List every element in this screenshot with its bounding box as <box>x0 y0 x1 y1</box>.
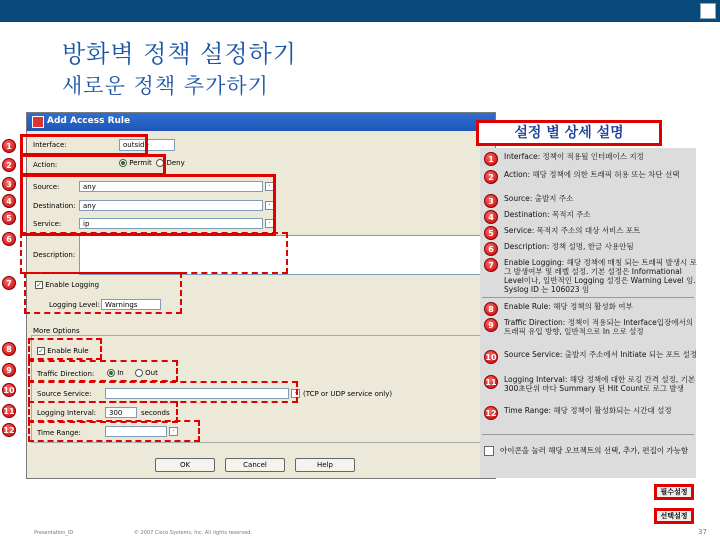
list-item <box>484 375 696 405</box>
highlight-logging <box>24 272 182 314</box>
list-item <box>484 350 696 372</box>
badge-7: 7 <box>2 276 16 290</box>
badge-1: 1 <box>2 139 16 153</box>
icon-note: 아이콘을 눌러 해당 오브젝트의 선택, 추가, 편집이 가능함 <box>500 446 689 455</box>
badge-11: 11 <box>2 404 16 418</box>
service-label: Service: <box>33 220 62 228</box>
browse-icon <box>484 446 494 456</box>
list-item <box>484 242 696 256</box>
direction-in-label: In <box>117 369 124 377</box>
badge-3: 3 <box>2 177 16 191</box>
action-label: Action: <box>33 161 58 169</box>
top-bar <box>0 0 720 22</box>
source-label: Source: <box>33 183 60 191</box>
item-badge: 6 <box>484 242 498 256</box>
item-badge: 7 <box>484 258 498 272</box>
optional-setting-legend: 선택설정 <box>654 508 694 524</box>
divider <box>482 434 694 435</box>
source-service-hint: (TCP or UDP service only) <box>303 390 393 398</box>
direction-out-label: Out <box>145 369 158 377</box>
item-badge: 12 <box>484 406 498 420</box>
description-label: Description: <box>33 251 76 259</box>
time-range-browse-button[interactable]: · <box>169 427 178 436</box>
item-text: Source Service: 출발지 주소에서 Initiate 되는 포트 설정 <box>504 350 698 359</box>
item-badge: 3 <box>484 194 498 208</box>
destination-browse-button[interactable]: · <box>265 201 274 210</box>
help-button[interactable]: Help <box>295 458 355 472</box>
list-item <box>484 318 696 348</box>
list-item <box>484 302 696 316</box>
footer-page-number: 37 <box>698 528 707 536</box>
source-service-browse-button[interactable]: · <box>291 389 300 398</box>
item-text: Enable Logging: 해당 정책에 매칭 되는 트래픽 발생시 로그 발생여부 및 레벨 설정. 기본 설정은 Informational Level이나, 일반적인 Logging 설정은 Warning Level 임. Syslog ID 는 106023 임 <box>504 258 697 294</box>
interface-label: Interface: <box>33 141 67 149</box>
item-text: Traffic Direction: 정책이 적용되는 Interface입장에서의 트래픽 유입 방향, 일반적으로 In 으로 설정 <box>504 318 693 336</box>
cancel-button[interactable]: Cancel <box>225 458 285 472</box>
item-text: Source: 출발지 주소 <box>504 194 574 203</box>
highlight-source-service <box>28 381 298 403</box>
badge-5: 5 <box>2 211 16 225</box>
source-input[interactable]: any <box>79 181 263 192</box>
logo-icon <box>700 3 716 19</box>
badge-8: 8 <box>2 342 16 356</box>
highlight-description <box>20 232 288 274</box>
panel-heading: 설정 별 상세 설명 <box>476 120 662 146</box>
list-item <box>484 258 696 298</box>
highlight-interface <box>20 134 148 156</box>
ok-button[interactable]: OK <box>155 458 215 472</box>
highlight-action <box>20 154 166 176</box>
item-text: Time Range: 해당 정책이 활성화되는 시간대 설정 <box>504 406 672 415</box>
enable-logging-checkbox[interactable]: ✓ <box>36 281 42 289</box>
item-badge: 4 <box>484 210 498 224</box>
item-badge: 8 <box>484 302 498 316</box>
logging-level-label: Logging Level: <box>49 301 100 309</box>
list-item <box>484 152 696 166</box>
footer-presentation-id: Presentation_ID <box>34 530 74 536</box>
logging-interval-label: Logging Interval: <box>37 409 97 417</box>
item-text: Destination: 목적지 주소 <box>504 210 591 219</box>
list-item <box>484 170 696 192</box>
permit-label: Permit <box>129 159 152 167</box>
item-badge: 9 <box>484 318 498 332</box>
item-badge: 10 <box>484 350 498 364</box>
badge-4: 4 <box>2 194 16 208</box>
more-options-label[interactable]: More Options <box>33 327 80 335</box>
deny-label: Deny <box>166 159 185 167</box>
dialog-title: Add Access Rule <box>27 113 495 131</box>
enable-rule-checkbox[interactable]: ✓ <box>38 347 44 355</box>
highlight-source-dest-service <box>20 174 276 236</box>
item-text: Action: 해당 정책에 의한 트래픽 허용 또는 차단 선택 <box>504 170 680 179</box>
seconds-label: seconds <box>141 409 170 417</box>
logging-level-select[interactable]: Warnings <box>101 299 161 310</box>
list-item <box>484 406 696 428</box>
badge-9: 9 <box>2 363 16 377</box>
item-badge: 11 <box>484 375 498 389</box>
item-text: Service: 목적지 주소의 대상 서비스 포트 <box>504 226 641 235</box>
badge-10: 10 <box>2 383 16 397</box>
source-browse-button[interactable]: · <box>265 182 274 191</box>
enable-logging-label: Enable Logging <box>45 281 100 289</box>
item-badge: 5 <box>484 226 498 240</box>
destination-label: Destination: <box>33 202 76 210</box>
list-item <box>484 194 696 208</box>
required-setting-legend: 필수설정 <box>654 484 694 500</box>
source-service-label: Source Service: <box>37 390 92 398</box>
highlight-traffic-direction <box>28 360 178 382</box>
service-input[interactable]: ip <box>79 218 263 229</box>
list-item <box>484 210 696 224</box>
time-range-label: Time Range: <box>37 429 81 437</box>
item-badge: 2 <box>484 170 498 184</box>
page-subtitle: 새로운 정책 추가하기 <box>62 74 269 98</box>
service-browse-button[interactable]: · <box>265 219 274 228</box>
badge-6: 6 <box>2 232 16 246</box>
destination-input[interactable]: any <box>79 200 263 211</box>
app-icon <box>32 116 44 128</box>
highlight-enable-rule <box>28 338 102 360</box>
highlight-time-range <box>28 420 200 442</box>
item-text: Interface: 정책이 적용될 인터페이스 지정 <box>504 152 644 161</box>
badge-2: 2 <box>2 158 16 172</box>
badge-12: 12 <box>2 423 16 437</box>
page-title: 방화벽 정책 설정하기 <box>62 40 297 68</box>
interface-select[interactable]: outside <box>119 139 175 151</box>
item-text: Enable Rule: 해당 정책의 활성화 여부 <box>504 302 633 311</box>
footer-copyright: © 2007 Cisco Systems, Inc. All rights reserved. <box>134 530 253 536</box>
enable-rule-label: Enable Rule <box>47 347 89 355</box>
list-item <box>484 226 696 240</box>
item-badge: 1 <box>484 152 498 166</box>
divider <box>482 297 694 298</box>
item-text: Description: 정책 설명, 한글 사용안됨 <box>504 242 634 251</box>
item-text: Logging Interval: 해당 정책에 대한 로깅 간격 설정, 기본 300초단위 마다 Summary 된 Hit Count로 로그 발생 <box>504 375 696 393</box>
logging-interval-input[interactable]: 300 <box>105 407 137 418</box>
traffic-direction-label: Traffic Direction: <box>37 370 95 378</box>
